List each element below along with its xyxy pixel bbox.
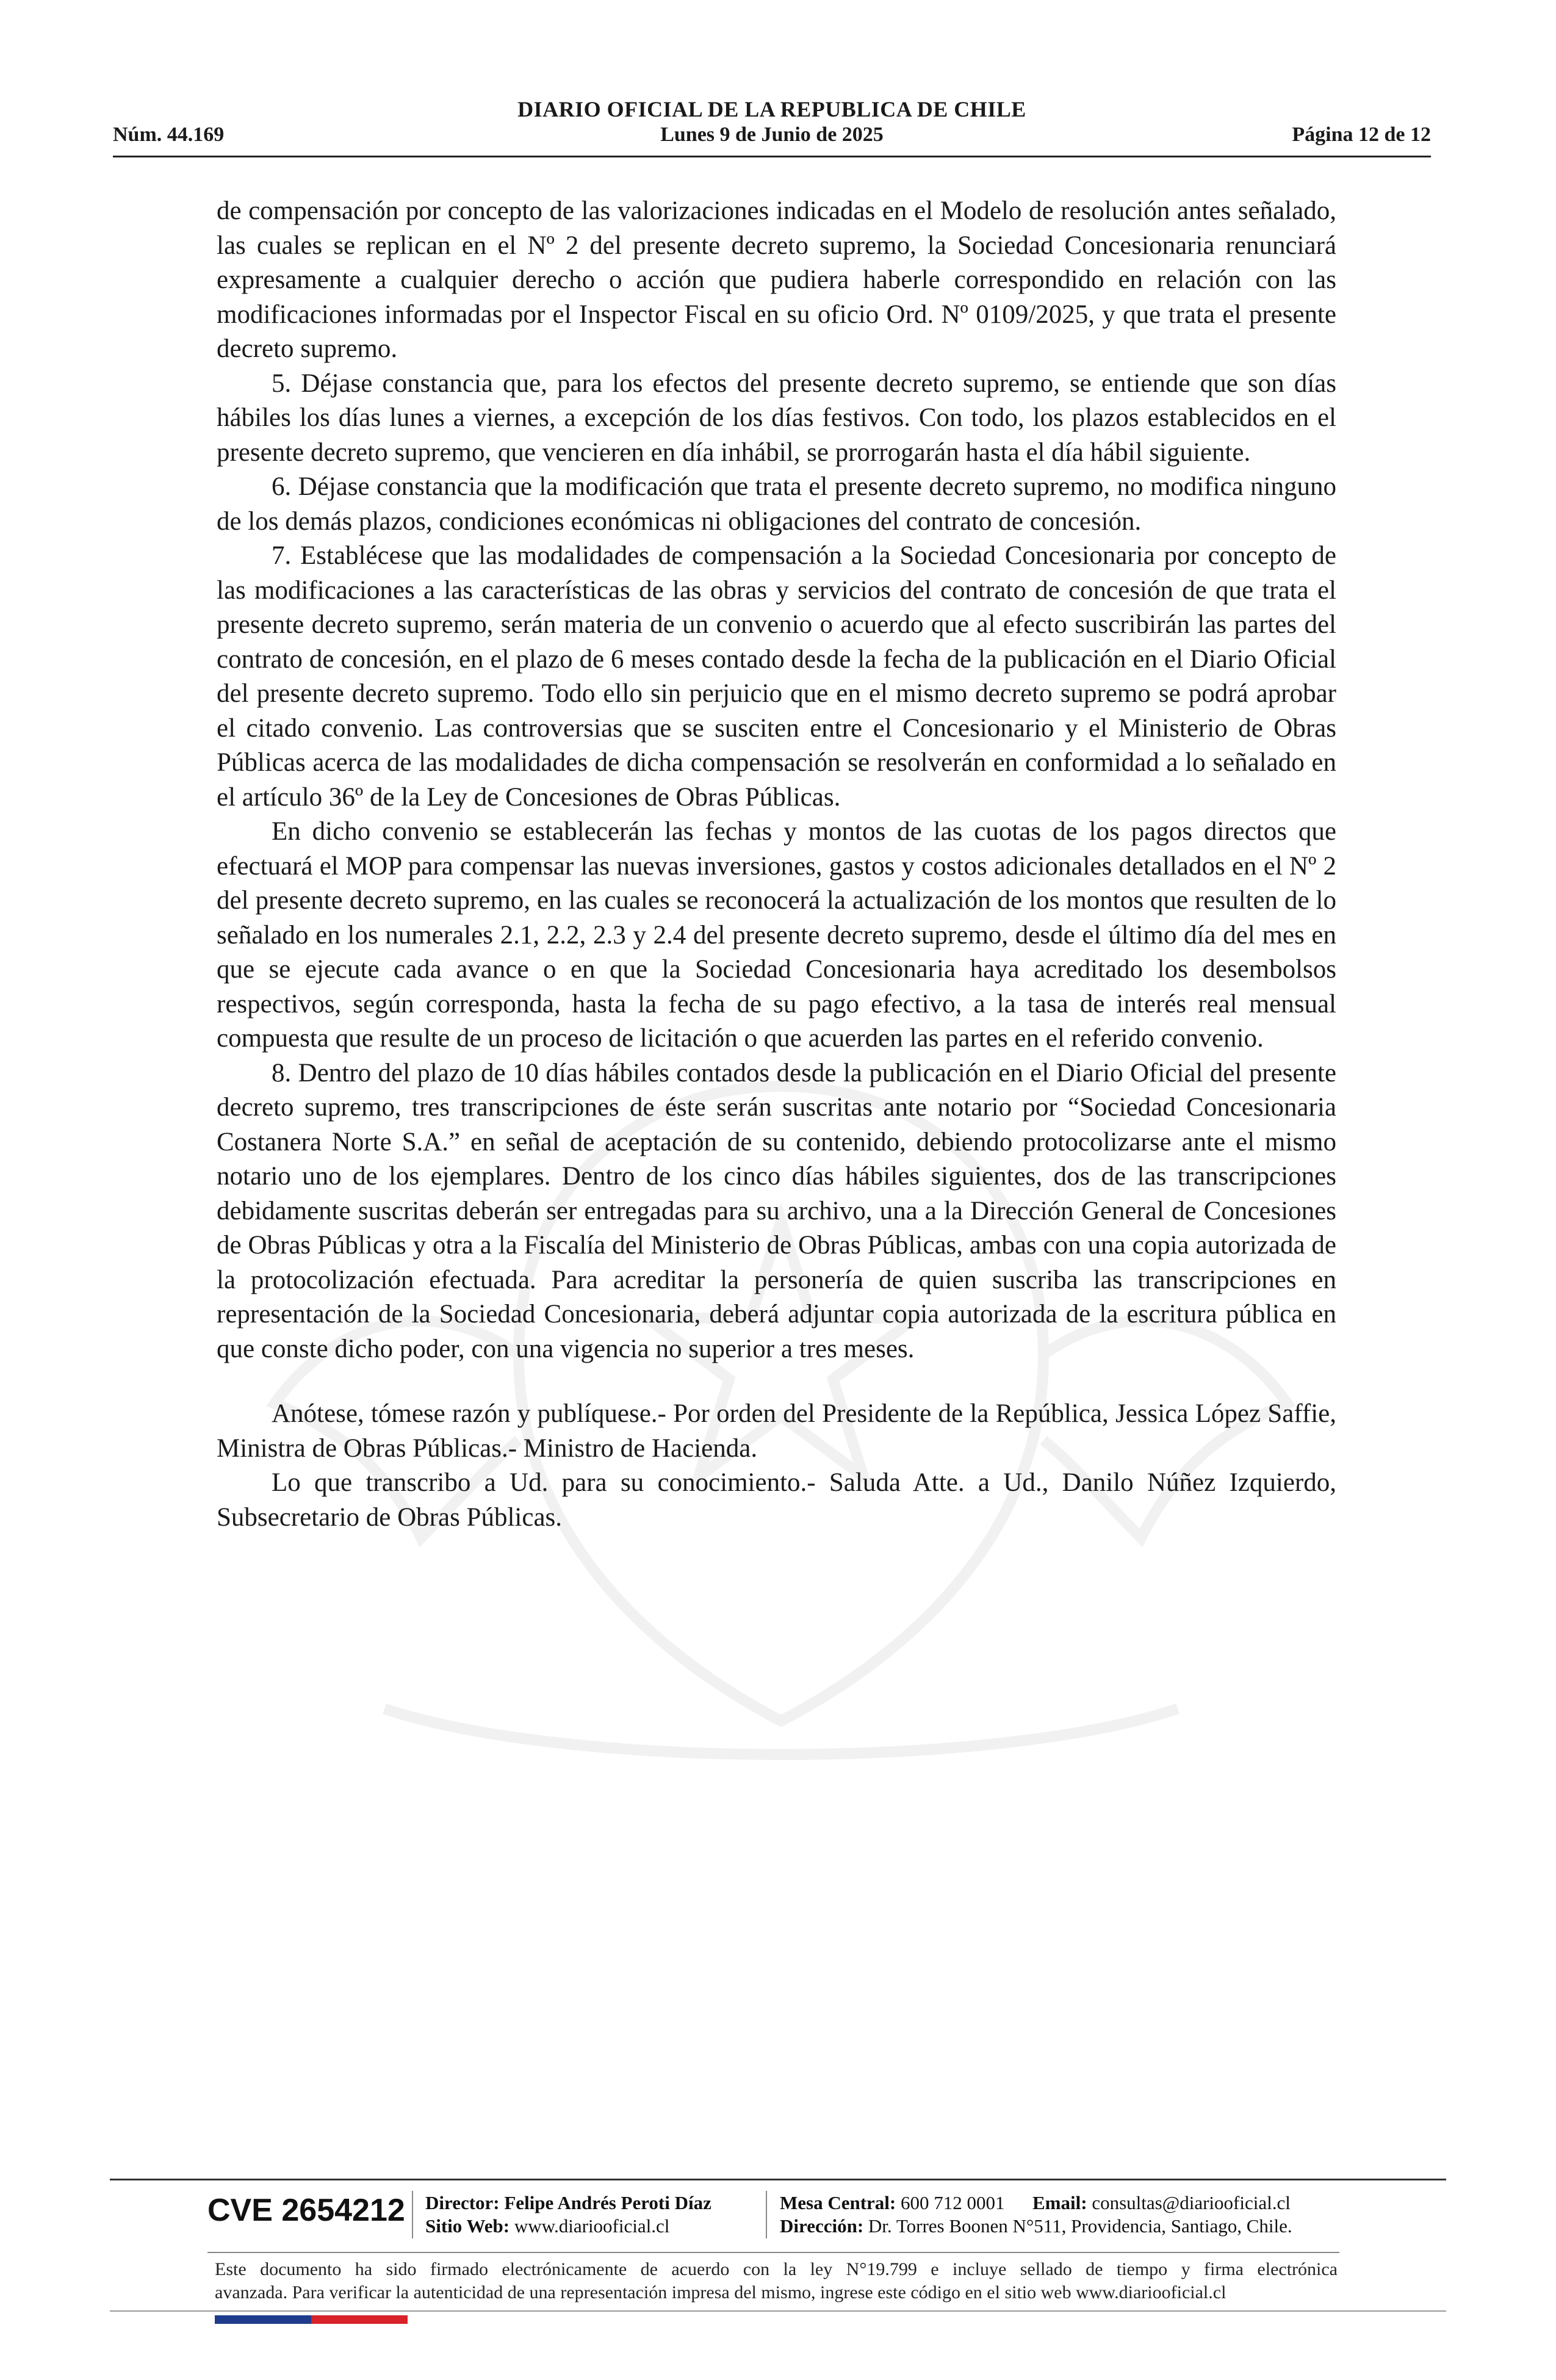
email-link[interactable]: consultas@diariooficial.cl [1092,2192,1291,2213]
body-paragraph: 6. Déjase constancia que la modificación que trata el presente decreto supremo, no modifica ninguno de los demás plazos, condiciones económicas ni obligaciones del contrato de concesión. [217,472,1336,536]
legal-line: Este documento ha sido firmado electrónicamente de acuerdo con la ley N°19.799 e incluye sellado de tiempo y firma electrónica [215,2259,1338,2279]
body-paragraph: 5. Déjase constancia que, para los efectos del presente decreto supremo, se entiende que son días hábiles los días lunes a viernes, a excepción de los días festivos. Con todo, los plazos establecidos en el presente decreto supremo, que vencieren en día inhábil, se prorrogarán hasta el día hábil siguiente. [217,369,1336,467]
website-link[interactable]: www.diariooficial.cl [514,2215,670,2237]
footer-bottom-divider [110,2310,1446,2312]
page-header [113,92,1431,159]
footer-separator [412,2191,413,2238]
address-label: Dirección: [780,2215,864,2237]
flag-stripe [215,2315,408,2324]
body-paragraph: En dicho convenio se establecerán las fechas y montos de las cuotas de los pagos directos que efectuará el MOP para compensar las nuevas inversiones, gastos y costos adicionales detallados en el Nº 2 del presente decreto supremo, en las cuales se reconocerá la actualización de los montos que resulten de lo señalado en los numerales 2.1, 2.2, 2.3 y 2.4 del presente decreto supremo, desde el último día del mes en que se ejecute cada avance o en que la Sociedad Concesionaria haya acreditado los desembolsos respectivos, según corresponda, hasta la fecha de su pago efectivo, a la tasa de interés real mensual compuesta que resulte de un proceso de licitación o que acuerden las partes en el referido convenio. [217,817,1336,1053]
issue-date: Lunes 9 de Junio de 2025 [660,123,884,146]
legal-line: avanzada. Para verificar la autenticidad de una representación impresa del mismo, ingrese este código en el sitio web www.diariooficial.cl [215,2282,1226,2302]
address-text: Dr. Torres Boonen N°511, Providencia, Santiago, Chile. [868,2215,1292,2237]
phone-label: Mesa Central: [780,2192,896,2213]
address-line [780,2215,1292,2237]
website-label: Sitio Web: [425,2215,510,2237]
footer-inner-divider [207,2252,1339,2253]
body-paragraph: de compensación por concepto de las valorizaciones indicadas en el Modelo de resolución antes señalado, las cuales se replican en el Nº 2 del presente decreto supremo, la Sociedad Concesionaria renunciará expresamente a cualquier derecho o acción que pudiera haberle correspondido en relación con las modificaciones informadas por el Inspector Fiscal en su oficio Ord. Nº 0109/2025, y que trata el presente decreto supremo. [217,197,1336,363]
flag-red-segment [311,2315,408,2324]
director-line [425,2192,711,2214]
website-line [425,2215,669,2237]
contact-line [780,2192,1291,2214]
director-name: Felipe Andrés Peroti Díaz [504,2192,711,2213]
director-label: Director: [425,2192,500,2213]
cve-code: CVE 2654212 [207,2193,405,2228]
footer-separator [766,2191,767,2238]
footer-divider [110,2179,1446,2180]
closing-paragraph: Lo que transcribo a Ud. para su conocimiento.- Saluda Atte. a Ud., Danilo Núñez Izquierdo, Subsecretario de Obras Públicas. [217,1468,1336,1532]
page-number: Página 12 de 12 [1292,123,1431,146]
flag-blue-segment [215,2315,311,2324]
header-divider [113,156,1431,157]
phone-number: 600 712 0001 [901,2192,1005,2213]
document-body [217,194,1336,1535]
publication-title: DIARIO OFICIAL DE LA REPUBLICA DE CHILE [517,97,1026,121]
issue-number: Núm. 44.169 [113,123,225,146]
email-label: Email: [1032,2192,1087,2213]
body-paragraph: 8. Dentro del plazo de 10 días hábiles contados desde la publicación en el Diario Oficial del presente decreto supremo, tres transcripciones de éste serán suscritas ante notario por “Sociedad Concesionaria Costanera Norte S.A.” en señal de aceptación de su contenido, debiendo protocolizarse ante el mismo notario uno de los ejemplares. Dentro de los cinco días hábiles siguientes, dos de las transcripciones debidamente suscritas deberán ser entregadas para su archivo, una a la Dirección General de Concesiones de Obras Públicas y otra a la Fiscalía del Ministerio de Obras Públicas, ambas con una copia autorizada de la protocolización efectuada. Para acreditar la personería de quien suscriba las transcripciones en representación de la Sociedad Concesionaria, deberá adjuntar copia autorizada de la escritura pública en que conste dicho poder, con una vigencia no superior a tres meses. [217,1058,1336,1363]
body-paragraph: 7. Establécese que las modalidades de compensación a la Sociedad Concesionaria por concepto de las modificaciones a las características de las obras y servicios del contrato de concesión de que trata el presente decreto supremo, serán materia de un convenio o acuerdo que al efecto suscribirán las partes del contrato de concesión, en el plazo de 6 meses contado desde la fecha de la publicación en el Diario Oficial del presente decreto supremo. Todo ello sin perjuicio que en el mismo decreto supremo se podrá aprobar el citado convenio. Las controversias que se susciten entre el Concesionario y el Ministerio de Obras Públicas acerca de las modalidades de dicha compensación se resolverán en conformidad a lo señalado en el artículo 36º de la Ley de Concesiones de Obras Públicas. [217,541,1336,812]
closing-paragraph: Anótese, tómese razón y publíquese.- Por orden del Presidente de la República, Jessica López Saffie, Ministra de Obras Públicas.- Ministro de Hacienda. [217,1399,1336,1463]
legal-notice [215,2258,1338,2304]
